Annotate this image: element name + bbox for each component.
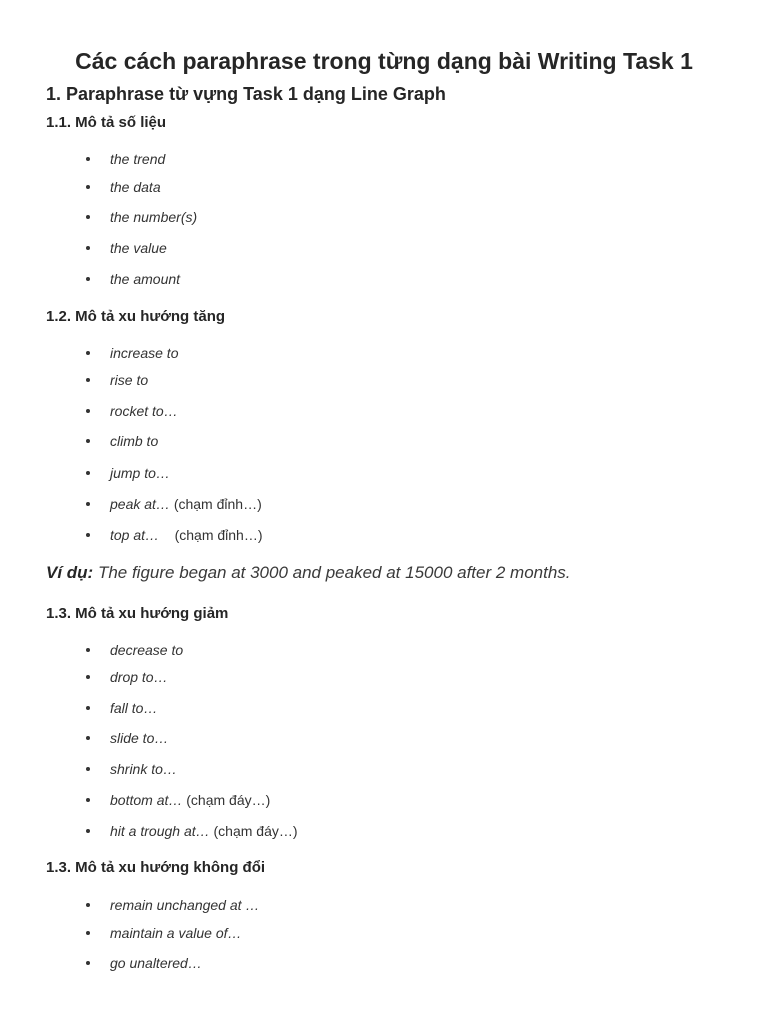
bullet-icon	[86, 767, 90, 771]
subheading-increase-trend: 1.2. Mô tả xu hướng tăng	[46, 308, 226, 325]
example-sentence	[46, 562, 571, 584]
bullet-icon	[86, 903, 90, 907]
example-label: Ví dụ:	[46, 563, 94, 582]
document-page: Các cách paraphrase trong từng dạng bài Writing Task 1 1. Paraphrase từ vựng Task 1 dạng Line Graph 1.1. Mô tả số liệu the trend the data the number(s) the value the amount 1.2. Mô tả xu hướng tăng increase to rise to rocket to… climb to jump to… peak at… (chạm đỉnh…) top at… (chạm đỉnh…) Ví dụ: The figure began at 3000 and peaked at 15000 after 2 months. 1.3. Mô tả xu hướng giảm decrease to drop to… fall to… slide to… shrink to… bottom at… (chạm đáy…) hit a trough at… (chạm đáy…) 1.3. Mô tả xu hướng không đổi remain unchanged at … maintain a value of… go unaltered…	[0, 0, 768, 1024]
bullet-icon	[86, 829, 90, 833]
bullet-icon	[86, 533, 90, 537]
bullet-icon	[86, 471, 90, 475]
bullet-icon	[86, 736, 90, 740]
bullet-icon	[86, 157, 90, 161]
bullet-icon	[86, 648, 90, 652]
bullet-icon	[86, 409, 90, 413]
bullet-icon	[86, 502, 90, 506]
bullet-icon	[86, 439, 90, 443]
bullet-icon	[86, 351, 90, 355]
bullet-icon	[86, 931, 90, 935]
bullet-icon	[86, 961, 90, 965]
bullet-icon	[86, 277, 90, 281]
bullet-icon	[86, 798, 90, 802]
example-text: The figure began at 3000 and peaked at 15000 after 2 months.	[93, 563, 571, 582]
subheading-stable-trend: 1.3. Mô tả xu hướng không đổi	[46, 859, 266, 876]
bullet-icon	[86, 675, 90, 679]
bullet-icon	[86, 246, 90, 250]
bullet-icon	[86, 378, 90, 382]
bullet-icon	[86, 706, 90, 710]
bullet-icon	[86, 215, 90, 219]
subheading-describe-data: 1.1. Mô tả số liệu	[46, 114, 167, 131]
page-title: Các cách paraphrase trong từng dạng bài Writing Task 1	[75, 48, 693, 74]
subheading-decrease-trend: 1.3. Mô tả xu hướng giảm	[46, 605, 229, 622]
section-heading-line-graph: 1. Paraphrase từ vựng Task 1 dạng Line Graph	[46, 84, 446, 104]
bullet-icon	[86, 185, 90, 189]
